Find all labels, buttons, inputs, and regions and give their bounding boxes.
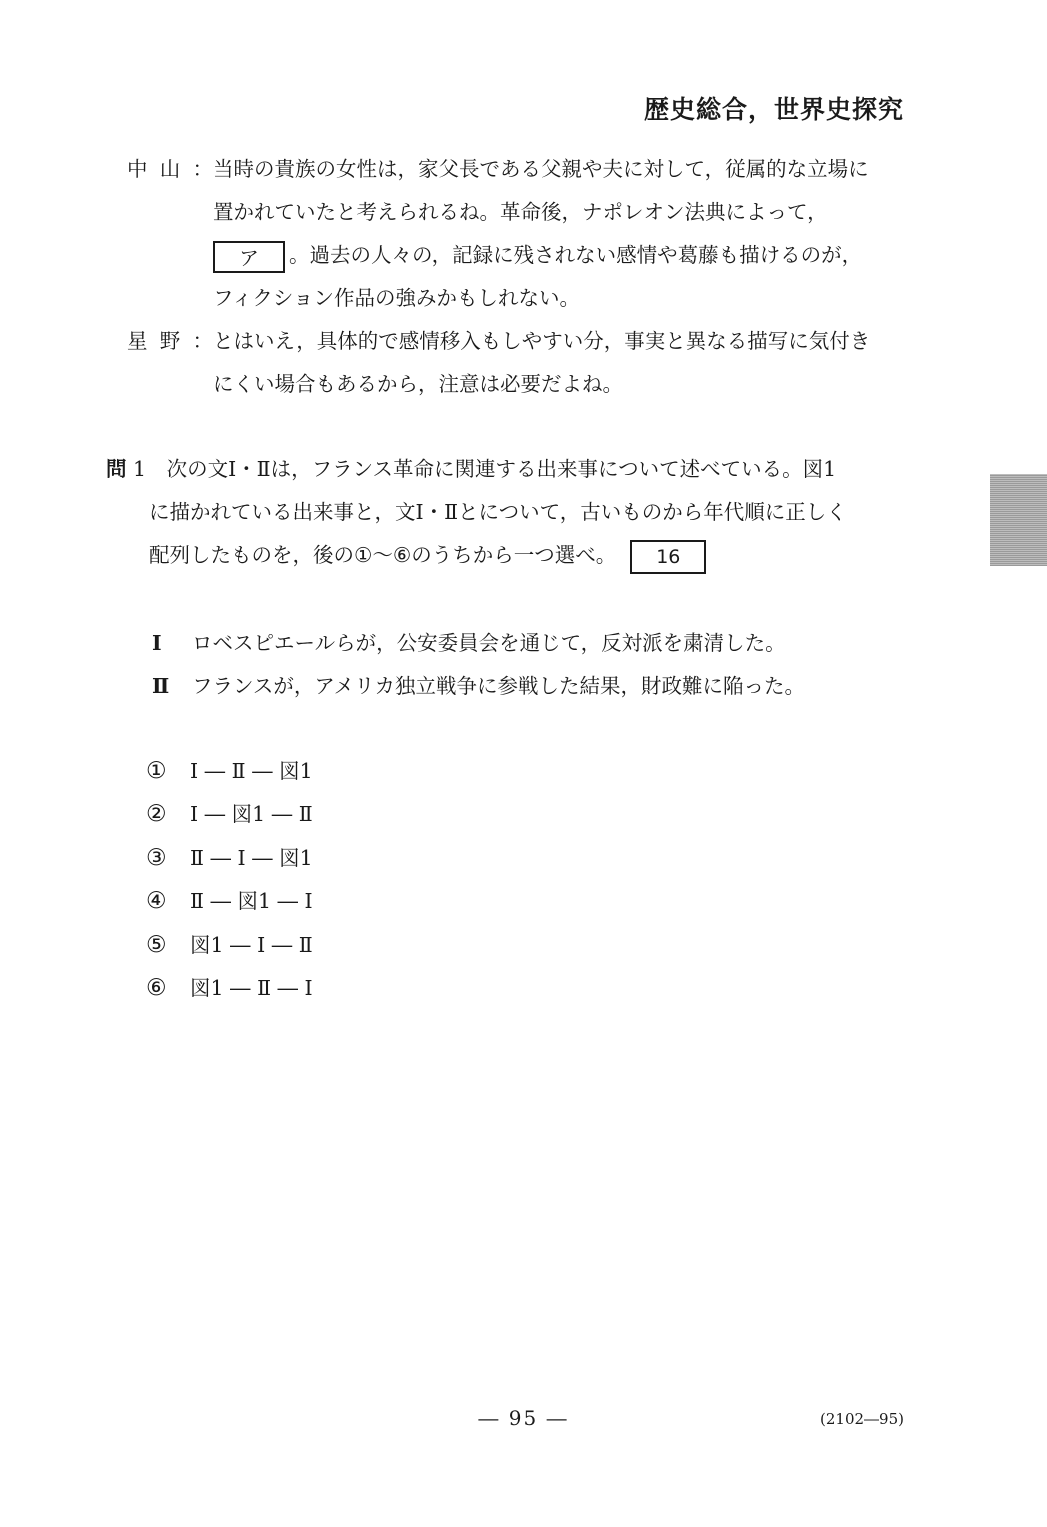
option-item (146, 750, 313, 793)
option-text: 図1 ― Ⅱ ― Ⅰ (190, 976, 313, 1001)
statement-label: Ⅱ (152, 674, 170, 698)
question-1 (106, 448, 906, 577)
side-index-tab (990, 474, 1047, 566)
statement-item (152, 622, 805, 665)
section-title: 歴史総合，世界史探究 (643, 95, 904, 124)
answer-options (146, 750, 313, 1010)
option-item (146, 924, 313, 967)
question-line: 問 1 次の文Ⅰ・Ⅱは，フランス革命に関連する出来事について述べている。図1 (106, 457, 837, 481)
question-number: 1 (133, 457, 147, 481)
statement-text: フランスが，アメリカ独立戦争に参戦した結果，財政難に陥った。 (192, 674, 805, 698)
option-text: Ⅱ ― Ⅰ ― 図1 (190, 845, 313, 870)
statement-label: Ⅰ (152, 631, 162, 655)
option-item (146, 967, 313, 1010)
option-item (146, 880, 313, 923)
statement-item (152, 665, 805, 708)
speaker-name: 中 山 ： (127, 157, 213, 181)
option-text: Ⅰ ― Ⅱ ― 図1 (190, 759, 313, 783)
option-item (146, 837, 313, 880)
option-number: ⑤ (146, 931, 167, 958)
answer-number-box: 16 (630, 540, 706, 574)
dialogue-line: にくい場合もあるから，注意は必要だよね。 (213, 372, 623, 396)
option-text: Ⅱ ― 図1 ― Ⅰ (190, 889, 313, 914)
statements (152, 622, 805, 708)
speaker-name: 星 野 ： (127, 329, 213, 353)
option-number: ⑥ (146, 975, 167, 1002)
question-line: に描かれている出来事と，文Ⅰ・Ⅱとについて，古いものから年代順に正しく (149, 500, 847, 524)
option-text: 図1 ― Ⅰ ― Ⅱ (190, 932, 313, 957)
option-number: ② (146, 801, 167, 828)
statement-text: ロベスピエールらが，公安委員会を通じて，反対派を粛清した。 (192, 631, 786, 655)
dialogue-nakayama (127, 148, 907, 320)
question-label: 問 (106, 457, 127, 481)
blank-box-a: ア (213, 241, 285, 273)
option-text: Ⅰ ― 図1 ― Ⅱ (190, 802, 313, 827)
dialogue-line: フィクション作品の強みかもしれない。 (213, 286, 580, 310)
dialogue-line: ア 。過去の人々の，記録に残されない感情や葛藤も描けるのが， (213, 234, 907, 277)
dialogue-line: とはいえ，具体的で感情移入もしやすい分，事実と異なる描写に気付き (213, 329, 871, 353)
question-line: 配列したものを，後の①～⑥のうちから一つ選べ。 16 (106, 534, 906, 577)
page-number: ― 95 ― (478, 1406, 569, 1430)
option-number: ① (146, 758, 167, 784)
dialogue-line: 置かれていたと考えられるね。革命後，ナポレオン法典によって， (213, 200, 828, 224)
page-code: (2102―95) (820, 1410, 904, 1428)
dialogue-hoshino (127, 320, 907, 406)
option-number: ③ (146, 844, 167, 871)
dialogue-line: 当時の貴族の女性は，家父長である父親や夫に対して，従属的な立場に (213, 157, 869, 181)
option-number: ④ (146, 888, 167, 915)
option-item (146, 793, 313, 836)
